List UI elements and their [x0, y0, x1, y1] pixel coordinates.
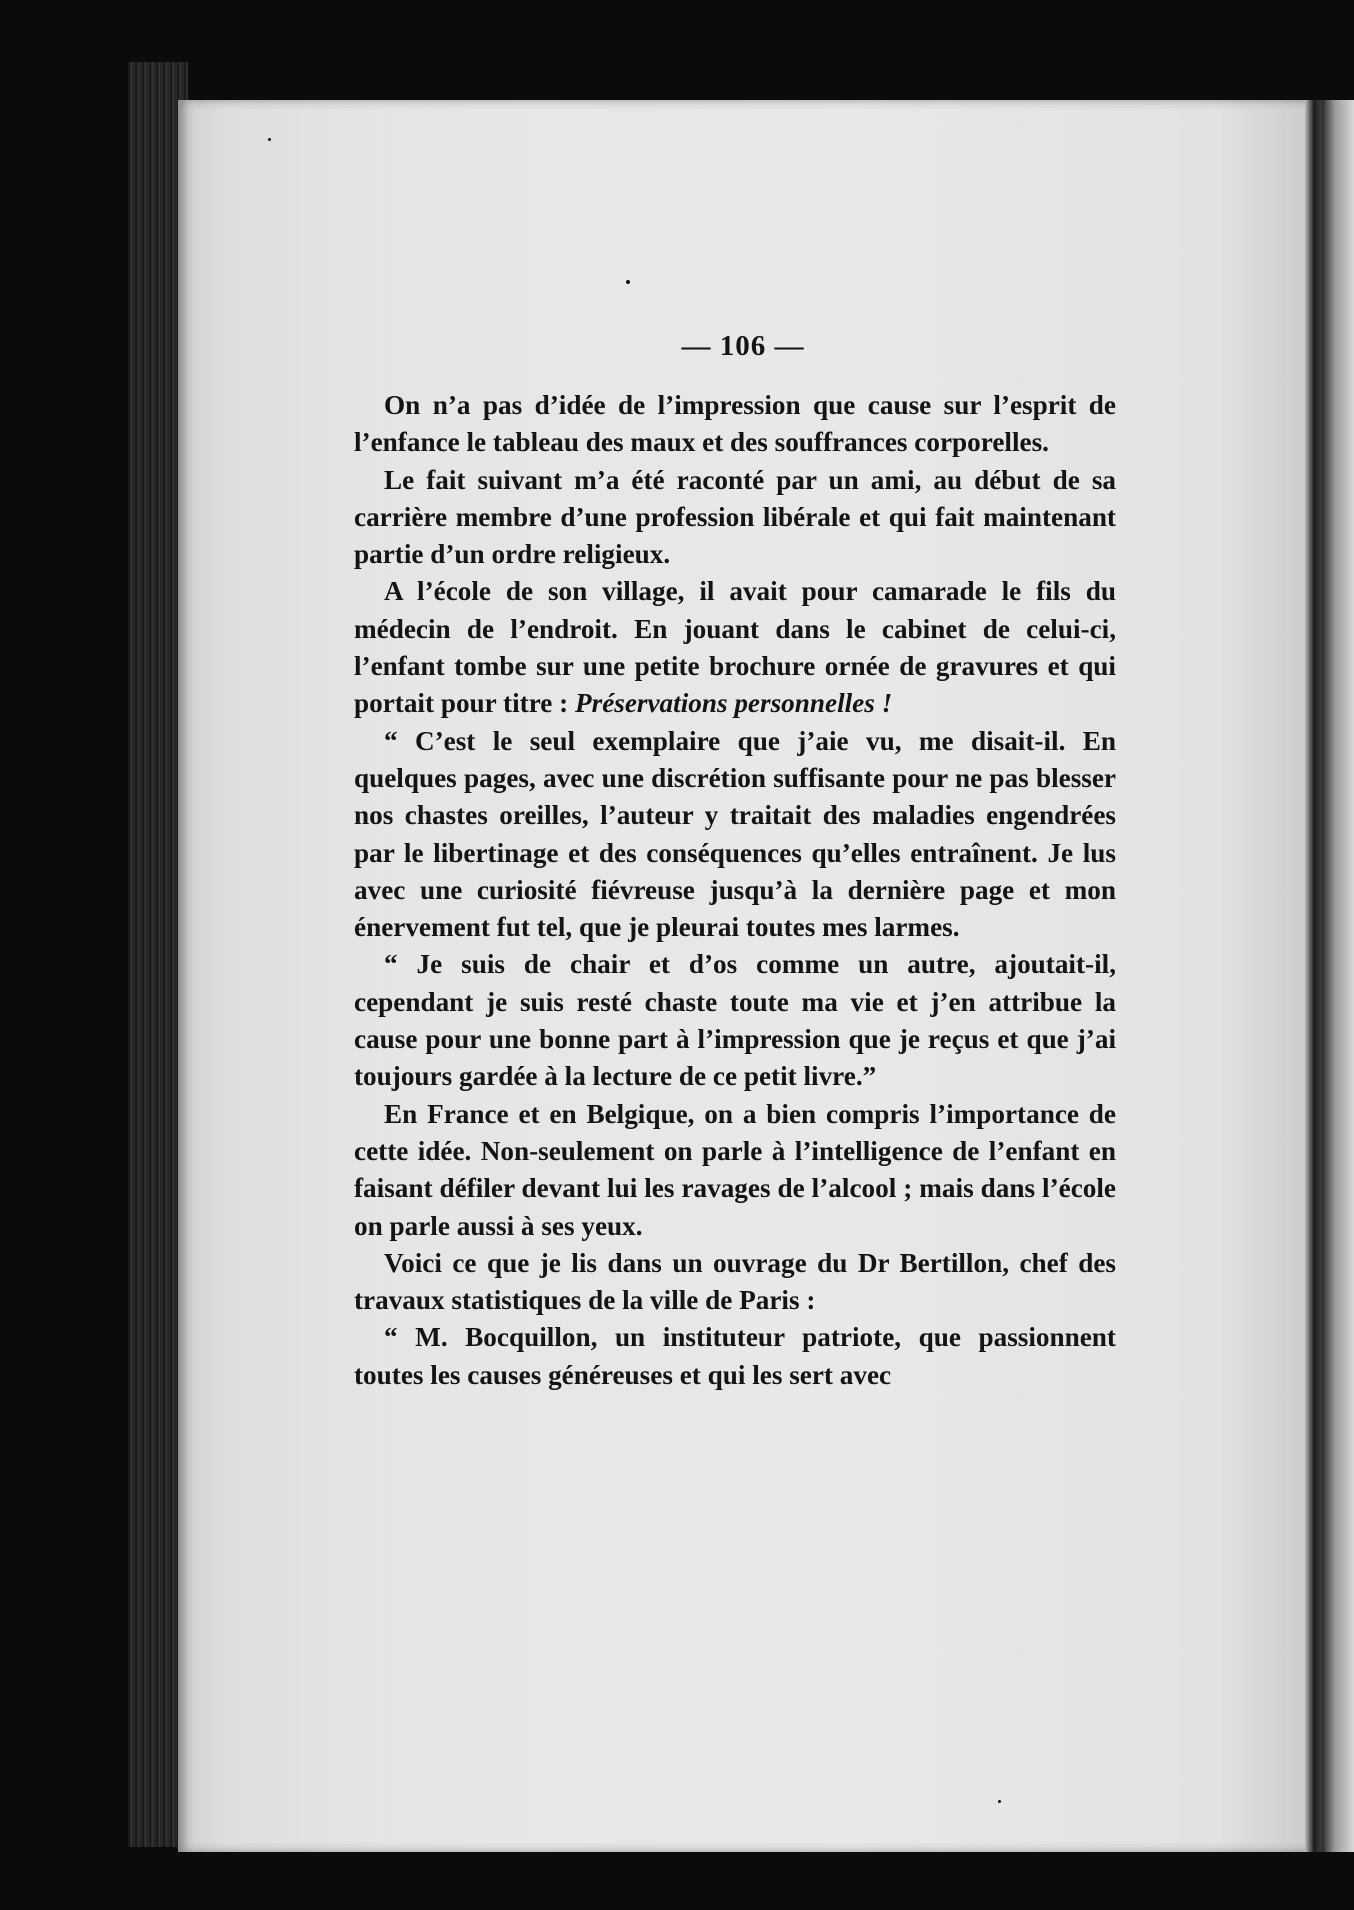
page-body-text	[354, 387, 1116, 1394]
scan-speck	[998, 1800, 1001, 1803]
next-page-edge	[1322, 100, 1354, 1852]
brochure-title: Préservations personnelles !	[575, 688, 893, 719]
paragraph-7: Voici ce que je lis dans un ouvrage du Dr Bertillon, chef des travaux statistiques de la ville de Paris :	[354, 1247, 1116, 1316]
scan-speck	[268, 138, 271, 141]
paragraph-5: “ Je suis de chair et d’os comme un autre, ajoutait-il, cependant je suis resté chaste toute ma vie et j’en attribue la cause pour une bonne part à l’impression que je reçus et que j’ai toujours gardée à la lecture de ce petit livre.”	[354, 949, 1116, 1092]
book-page	[178, 100, 1308, 1852]
scan-speck	[626, 280, 630, 284]
paragraph-6: En France et en Belgique, on a bien compris l’importance de cette idée. Non-seulement on parle à l’intelligence de l’enfant en faisant défiler devant lui les ravages de l’alcool ; mais dans l’école on parle aussi à ses yeux.	[354, 1098, 1116, 1241]
paragraph-1: On n’a pas d’idée de l’impression que cause sur l’esprit de l’enfance le tableau des maux et des souffrances corporelles.	[354, 390, 1116, 458]
paragraph-2: Le fait suivant m’a été raconté par un ami, au début de sa carrière membre d’une profession libérale et qui fait maintenant partie d’un ordre religieux.	[354, 464, 1116, 570]
paragraph-3	[354, 573, 1116, 722]
page-number: — 106 —	[681, 330, 805, 362]
book-gutter	[1305, 100, 1323, 1852]
paragraph-3-text: A l’école de son village, il avait pour camarade le fils du médecin de l’endroit. En jouant dans le cabinet de celui-ci, l’enfant tombe sur une petite brochure ornée de gravures et qui portait pour titre :	[354, 576, 1116, 719]
paragraph-4: “ C’est le seul exemplaire que j’aie vu, me disait-il. En quelques pages, avec une discrétion suffisante pour ne pas blesser nos chastes oreilles, l’auteur y traitait des maladies engendrées par le libertinage et des conséquences qu’elles entraînent. Je lus avec une curiosité fiévreuse jusqu’à la dernière page et mon énervement fut tel, que je pleurai toutes mes larmes.	[354, 725, 1116, 943]
paragraph-8: “ M. Bocquillon, un instituteur patriote, que passionnent toutes les causes généreuses et qui les sert avec	[354, 1322, 1116, 1390]
